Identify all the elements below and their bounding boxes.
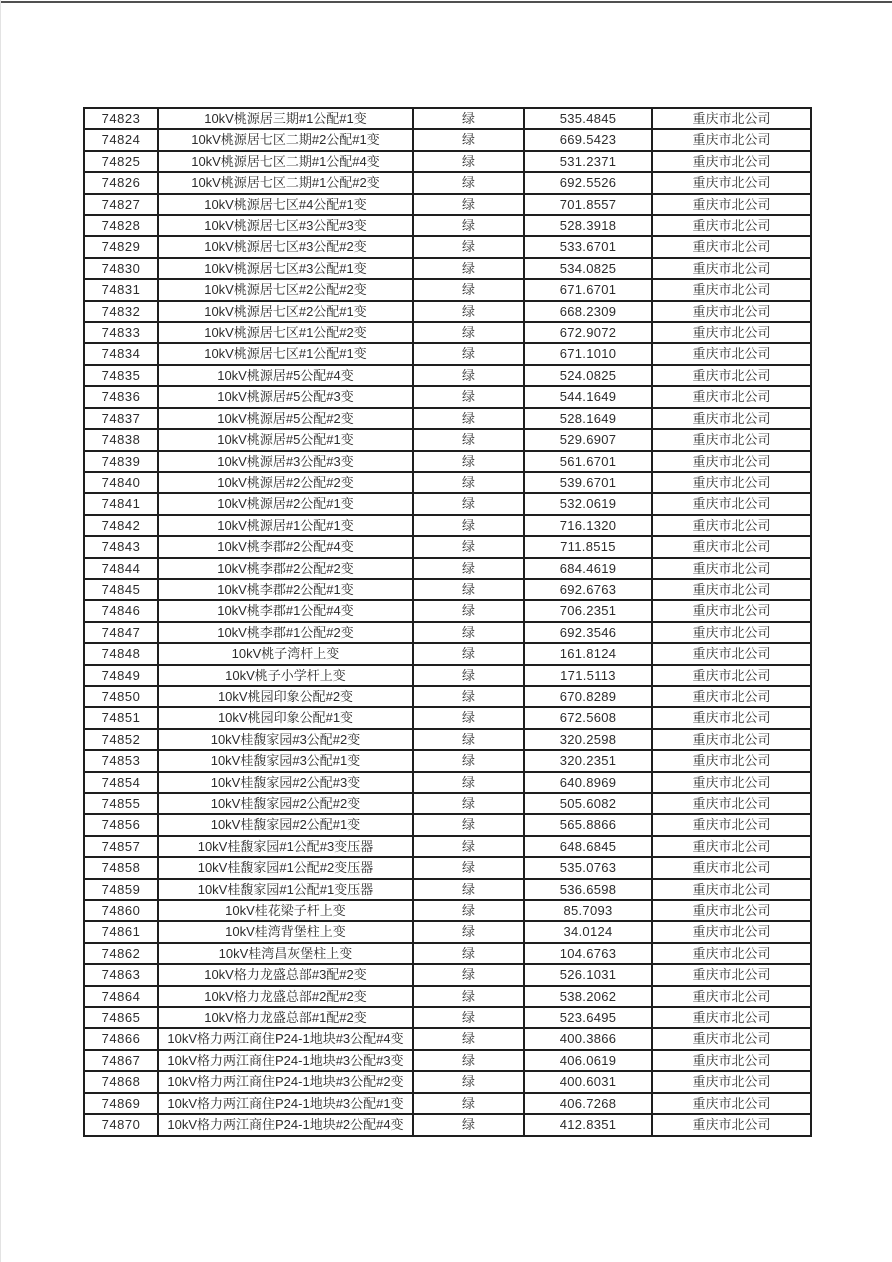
table-row: [84, 215, 811, 236]
table-row: [84, 515, 811, 536]
cell-company: 重庆市北公司: [652, 622, 811, 643]
cell-id: 74854: [84, 772, 158, 793]
cell-company: 重庆市北公司: [652, 408, 811, 429]
cell-status: 绿: [413, 600, 524, 621]
cell-company: 重庆市北公司: [652, 579, 811, 600]
cell-value: 528.3918: [524, 215, 652, 236]
cell-name: 10kV桃源居七区二期#2公配#1变: [158, 129, 413, 150]
cell-status: 绿: [413, 215, 524, 236]
cell-status: 绿: [413, 472, 524, 493]
cell-id: 74863: [84, 964, 158, 985]
table-row: [84, 1028, 811, 1049]
cell-company: 重庆市北公司: [652, 536, 811, 557]
cell-value: 412.8351: [524, 1114, 652, 1135]
cell-company: 重庆市北公司: [652, 386, 811, 407]
cell-name: 10kV桃源居#3公配#3变: [158, 451, 413, 472]
table-row: [84, 365, 811, 386]
cell-status: 绿: [413, 429, 524, 450]
cell-company: 重庆市北公司: [652, 879, 811, 900]
cell-status: 绿: [413, 986, 524, 1007]
cell-id: 74824: [84, 129, 158, 150]
scan-artifact-top-edge: [0, 1, 892, 3]
cell-company: 重庆市北公司: [652, 451, 811, 472]
cell-company: 重庆市北公司: [652, 343, 811, 364]
cell-value: 684.4619: [524, 558, 652, 579]
cell-id: 74843: [84, 536, 158, 557]
table-row: [84, 1114, 811, 1135]
cell-status: 绿: [413, 1093, 524, 1114]
cell-value: 711.8515: [524, 536, 652, 557]
cell-status: 绿: [413, 451, 524, 472]
table-row: [84, 493, 811, 514]
cell-value: 648.6845: [524, 836, 652, 857]
cell-value: 171.5113: [524, 665, 652, 686]
cell-name: 10kV格力两江商住P24-1地块#3公配#3变: [158, 1050, 413, 1071]
cell-company: 重庆市北公司: [652, 1007, 811, 1028]
cell-id: 74864: [84, 986, 158, 1007]
cell-value: 400.3866: [524, 1028, 652, 1049]
cell-status: 绿: [413, 814, 524, 835]
table-row: [84, 943, 811, 964]
cell-value: 672.9072: [524, 322, 652, 343]
cell-company: 重庆市北公司: [652, 365, 811, 386]
cell-id: 74868: [84, 1071, 158, 1092]
table-row: [84, 814, 811, 835]
cell-company: 重庆市北公司: [652, 1071, 811, 1092]
cell-name: 10kV桃源居七区#2公配#2变: [158, 279, 413, 300]
cell-value: 161.8124: [524, 643, 652, 664]
cell-company: 重庆市北公司: [652, 151, 811, 172]
cell-value: 320.2598: [524, 729, 652, 750]
cell-status: 绿: [413, 108, 524, 129]
cell-status: 绿: [413, 729, 524, 750]
cell-company: 重庆市北公司: [652, 215, 811, 236]
table-row: [84, 750, 811, 771]
cell-id: 74870: [84, 1114, 158, 1135]
cell-value: 536.6598: [524, 879, 652, 900]
cell-name: 10kV桃李郡#2公配#2变: [158, 558, 413, 579]
cell-value: 529.6907: [524, 429, 652, 450]
cell-status: 绿: [413, 1050, 524, 1071]
cell-id: 74853: [84, 750, 158, 771]
cell-value: 528.1649: [524, 408, 652, 429]
cell-name: 10kV桂馥家园#1公配#1变压器: [158, 879, 413, 900]
cell-status: 绿: [413, 172, 524, 193]
cell-status: 绿: [413, 686, 524, 707]
cell-value: 672.5608: [524, 707, 652, 728]
cell-id: 74869: [84, 1093, 158, 1114]
cell-value: 505.6082: [524, 793, 652, 814]
cell-id: 74842: [84, 515, 158, 536]
cell-name: 10kV桃源居#5公配#2变: [158, 408, 413, 429]
scan-artifact-left-edge: [0, 0, 1, 1262]
cell-id: 74841: [84, 493, 158, 514]
cell-id: 74866: [84, 1028, 158, 1049]
cell-status: 绿: [413, 643, 524, 664]
table-row: [84, 536, 811, 557]
cell-name: 10kV桃源居七区#3公配#2变: [158, 236, 413, 257]
cell-name: 10kV桃源居七区二期#1公配#2变: [158, 172, 413, 193]
cell-status: 绿: [413, 793, 524, 814]
cell-company: 重庆市北公司: [652, 665, 811, 686]
cell-id: 74851: [84, 707, 158, 728]
table-row: [84, 729, 811, 750]
cell-status: 绿: [413, 408, 524, 429]
cell-status: 绿: [413, 943, 524, 964]
cell-status: 绿: [413, 879, 524, 900]
cell-status: 绿: [413, 515, 524, 536]
table-row: [84, 836, 811, 857]
cell-status: 绿: [413, 836, 524, 857]
cell-company: 重庆市北公司: [652, 750, 811, 771]
cell-value: 534.0825: [524, 258, 652, 279]
cell-company: 重庆市北公司: [652, 900, 811, 921]
cell-name: 10kV桂馥家园#1公配#2变压器: [158, 857, 413, 878]
cell-status: 绿: [413, 301, 524, 322]
cell-value: 533.6701: [524, 236, 652, 257]
cell-name: 10kV桃源居七区#2公配#1变: [158, 301, 413, 322]
cell-value: 85.7093: [524, 900, 652, 921]
table-row: [84, 108, 811, 129]
cell-id: 74860: [84, 900, 158, 921]
cell-company: 重庆市北公司: [652, 857, 811, 878]
cell-name: 10kV桃李郡#1公配#2变: [158, 622, 413, 643]
cell-status: 绿: [413, 279, 524, 300]
cell-status: 绿: [413, 921, 524, 942]
cell-name: 10kV格力龙盛总部#3配#2变: [158, 964, 413, 985]
cell-company: 重庆市北公司: [652, 1093, 811, 1114]
table-row: [84, 879, 811, 900]
table-row: [84, 579, 811, 600]
cell-company: 重庆市北公司: [652, 1114, 811, 1135]
cell-name: 10kV桃源居七区#4公配#1变: [158, 194, 413, 215]
cell-value: 692.5526: [524, 172, 652, 193]
cell-name: 10kV桃源居#5公配#1变: [158, 429, 413, 450]
cell-value: 670.8289: [524, 686, 652, 707]
cell-value: 640.8969: [524, 772, 652, 793]
table-row: [84, 429, 811, 450]
table-row: [84, 772, 811, 793]
cell-id: 74858: [84, 857, 158, 878]
cell-value: 523.6495: [524, 1007, 652, 1028]
cell-name: 10kV桂湾背堡柱上变: [158, 921, 413, 942]
cell-name: 10kV格力龙盛总部#2配#2变: [158, 986, 413, 1007]
table-row: [84, 600, 811, 621]
cell-id: 74849: [84, 665, 158, 686]
cell-name: 10kV桃源居七区#3公配#1变: [158, 258, 413, 279]
cell-value: 535.0763: [524, 857, 652, 878]
cell-status: 绿: [413, 750, 524, 771]
cell-value: 692.6763: [524, 579, 652, 600]
equipment-table: [83, 107, 812, 1137]
table-row: [84, 1007, 811, 1028]
table-row: [84, 921, 811, 942]
cell-status: 绿: [413, 343, 524, 364]
table-row: [84, 194, 811, 215]
table-row: [84, 622, 811, 643]
cell-company: 重庆市北公司: [652, 301, 811, 322]
cell-name: 10kV桃子湾杆上变: [158, 643, 413, 664]
cell-company: 重庆市北公司: [652, 707, 811, 728]
cell-status: 绿: [413, 365, 524, 386]
table-row: [84, 408, 811, 429]
table-row: [84, 1050, 811, 1071]
cell-value: 706.2351: [524, 600, 652, 621]
cell-status: 绿: [413, 622, 524, 643]
cell-value: 532.0619: [524, 493, 652, 514]
cell-name: 10kV桃园印象公配#1变: [158, 707, 413, 728]
cell-name: 10kV桃源居三期#1公配#1变: [158, 108, 413, 129]
table-row: [84, 236, 811, 257]
table-row: [84, 1071, 811, 1092]
cell-name: 10kV桃源居#2公配#2变: [158, 472, 413, 493]
cell-id: 74828: [84, 215, 158, 236]
cell-id: 74848: [84, 643, 158, 664]
cell-name: 10kV桂馥家园#2公配#1变: [158, 814, 413, 835]
cell-id: 74836: [84, 386, 158, 407]
cell-name: 10kV桂馥家园#2公配#2变: [158, 793, 413, 814]
cell-name: 10kV桂花梁子杆上变: [158, 900, 413, 921]
cell-name: 10kV桂馥家园#3公配#2变: [158, 729, 413, 750]
cell-status: 绿: [413, 236, 524, 257]
cell-company: 重庆市北公司: [652, 258, 811, 279]
cell-name: 10kV桂馥家园#1公配#3变压器: [158, 836, 413, 857]
cell-status: 绿: [413, 194, 524, 215]
cell-value: 544.1649: [524, 386, 652, 407]
cell-name: 10kV桂湾昌灰堡柱上变: [158, 943, 413, 964]
cell-value: 400.6031: [524, 1071, 652, 1092]
cell-company: 重庆市北公司: [652, 472, 811, 493]
cell-company: 重庆市北公司: [652, 194, 811, 215]
cell-name: 10kV桃源居七区#3公配#3变: [158, 215, 413, 236]
table-row: [84, 279, 811, 300]
cell-id: 74838: [84, 429, 158, 450]
cell-id: 74835: [84, 365, 158, 386]
cell-id: 74833: [84, 322, 158, 343]
cell-status: 绿: [413, 386, 524, 407]
cell-status: 绿: [413, 857, 524, 878]
cell-status: 绿: [413, 707, 524, 728]
cell-company: 重庆市北公司: [652, 643, 811, 664]
cell-id: 74847: [84, 622, 158, 643]
table-row: [84, 793, 811, 814]
cell-company: 重庆市北公司: [652, 772, 811, 793]
cell-name: 10kV桃源居七区#1公配#2变: [158, 322, 413, 343]
cell-name: 10kV桃源居#2公配#1变: [158, 493, 413, 514]
cell-company: 重庆市北公司: [652, 515, 811, 536]
cell-value: 671.1010: [524, 343, 652, 364]
cell-company: 重庆市北公司: [652, 129, 811, 150]
cell-value: 669.5423: [524, 129, 652, 150]
table-row: [84, 322, 811, 343]
cell-status: 绿: [413, 493, 524, 514]
cell-status: 绿: [413, 1007, 524, 1028]
cell-name: 10kV格力两江商住P24-1地块#3公配#4变: [158, 1028, 413, 1049]
cell-name: 10kV桃李郡#2公配#1变: [158, 579, 413, 600]
cell-company: 重庆市北公司: [652, 836, 811, 857]
cell-name: 10kV桂馥家园#3公配#1变: [158, 750, 413, 771]
cell-company: 重庆市北公司: [652, 322, 811, 343]
table-row: [84, 172, 811, 193]
cell-value: 531.2371: [524, 151, 652, 172]
cell-company: 重庆市北公司: [652, 986, 811, 1007]
table-row: [84, 686, 811, 707]
table-row: [84, 558, 811, 579]
cell-value: 539.6701: [524, 472, 652, 493]
cell-company: 重庆市北公司: [652, 943, 811, 964]
cell-id: 74826: [84, 172, 158, 193]
cell-status: 绿: [413, 900, 524, 921]
cell-status: 绿: [413, 665, 524, 686]
equipment-table-body: [84, 108, 811, 1136]
cell-id: 74834: [84, 343, 158, 364]
cell-id: 74859: [84, 879, 158, 900]
table-row: [84, 986, 811, 1007]
cell-company: 重庆市北公司: [652, 1050, 811, 1071]
table-row: [84, 900, 811, 921]
cell-name: 10kV格力龙盛总部#1配#2变: [158, 1007, 413, 1028]
cell-status: 绿: [413, 1028, 524, 1049]
cell-name: 10kV桃源居七区二期#1公配#4变: [158, 151, 413, 172]
cell-value: 692.3546: [524, 622, 652, 643]
table-row: [84, 386, 811, 407]
table-row: [84, 343, 811, 364]
cell-id: 74857: [84, 836, 158, 857]
cell-company: 重庆市北公司: [652, 279, 811, 300]
cell-id: 74852: [84, 729, 158, 750]
cell-value: 561.6701: [524, 451, 652, 472]
cell-status: 绿: [413, 151, 524, 172]
table-row: [84, 643, 811, 664]
cell-id: 74832: [84, 301, 158, 322]
cell-name: 10kV桃李郡#1公配#4变: [158, 600, 413, 621]
cell-id: 74825: [84, 151, 158, 172]
cell-status: 绿: [413, 129, 524, 150]
cell-id: 74856: [84, 814, 158, 835]
cell-id: 74829: [84, 236, 158, 257]
table-row: [84, 964, 811, 985]
cell-company: 重庆市北公司: [652, 429, 811, 450]
cell-id: 74840: [84, 472, 158, 493]
cell-value: 535.4845: [524, 108, 652, 129]
equipment-table-container: [83, 107, 800, 1137]
cell-name: 10kV桃李郡#2公配#4变: [158, 536, 413, 557]
table-row: [84, 301, 811, 322]
cell-status: 绿: [413, 772, 524, 793]
cell-company: 重庆市北公司: [652, 108, 811, 129]
cell-status: 绿: [413, 258, 524, 279]
cell-company: 重庆市北公司: [652, 686, 811, 707]
cell-company: 重庆市北公司: [652, 814, 811, 835]
cell-company: 重庆市北公司: [652, 493, 811, 514]
cell-company: 重庆市北公司: [652, 172, 811, 193]
cell-id: 74846: [84, 600, 158, 621]
cell-company: 重庆市北公司: [652, 558, 811, 579]
cell-status: 绿: [413, 536, 524, 557]
cell-name: 10kV桃源居#5公配#3变: [158, 386, 413, 407]
table-row: [84, 151, 811, 172]
table-row: [84, 665, 811, 686]
cell-status: 绿: [413, 322, 524, 343]
table-row: [84, 472, 811, 493]
cell-value: 701.8557: [524, 194, 652, 215]
cell-status: 绿: [413, 1071, 524, 1092]
cell-value: 668.2309: [524, 301, 652, 322]
cell-company: 重庆市北公司: [652, 1028, 811, 1049]
cell-id: 74861: [84, 921, 158, 942]
cell-name: 10kV桃子小学杆上变: [158, 665, 413, 686]
cell-value: 34.0124: [524, 921, 652, 942]
cell-status: 绿: [413, 1114, 524, 1135]
cell-status: 绿: [413, 579, 524, 600]
cell-company: 重庆市北公司: [652, 600, 811, 621]
table-row: [84, 258, 811, 279]
cell-id: 74823: [84, 108, 158, 129]
cell-value: 524.0825: [524, 365, 652, 386]
cell-company: 重庆市北公司: [652, 964, 811, 985]
cell-name: 10kV桃源居#5公配#4变: [158, 365, 413, 386]
cell-status: 绿: [413, 558, 524, 579]
cell-company: 重庆市北公司: [652, 236, 811, 257]
cell-company: 重庆市北公司: [652, 921, 811, 942]
cell-name: 10kV桃源居七区#1公配#1变: [158, 343, 413, 364]
cell-name: 10kV桂馥家园#2公配#3变: [158, 772, 413, 793]
table-row: [84, 451, 811, 472]
cell-id: 74855: [84, 793, 158, 814]
cell-id: 74850: [84, 686, 158, 707]
cell-value: 526.1031: [524, 964, 652, 985]
table-row: [84, 1093, 811, 1114]
cell-id: 74839: [84, 451, 158, 472]
cell-value: 565.8866: [524, 814, 652, 835]
cell-id: 74865: [84, 1007, 158, 1028]
cell-id: 74827: [84, 194, 158, 215]
cell-id: 74867: [84, 1050, 158, 1071]
cell-status: 绿: [413, 964, 524, 985]
cell-value: 320.2351: [524, 750, 652, 771]
cell-id: 74831: [84, 279, 158, 300]
cell-company: 重庆市北公司: [652, 793, 811, 814]
table-row: [84, 707, 811, 728]
cell-value: 716.1320: [524, 515, 652, 536]
table-row: [84, 129, 811, 150]
cell-name: 10kV桃源居#1公配#1变: [158, 515, 413, 536]
cell-value: 538.2062: [524, 986, 652, 1007]
cell-id: 74844: [84, 558, 158, 579]
cell-name: 10kV格力两江商住P24-1地块#2公配#4变: [158, 1114, 413, 1135]
cell-id: 74830: [84, 258, 158, 279]
cell-id: 74837: [84, 408, 158, 429]
cell-value: 406.7268: [524, 1093, 652, 1114]
cell-id: 74862: [84, 943, 158, 964]
cell-name: 10kV桃园印象公配#2变: [158, 686, 413, 707]
cell-value: 671.6701: [524, 279, 652, 300]
cell-value: 406.0619: [524, 1050, 652, 1071]
cell-id: 74845: [84, 579, 158, 600]
cell-name: 10kV格力两江商住P24-1地块#3公配#2变: [158, 1071, 413, 1092]
table-row: [84, 857, 811, 878]
cell-company: 重庆市北公司: [652, 729, 811, 750]
cell-name: 10kV格力两江商住P24-1地块#3公配#1变: [158, 1093, 413, 1114]
cell-value: 104.6763: [524, 943, 652, 964]
